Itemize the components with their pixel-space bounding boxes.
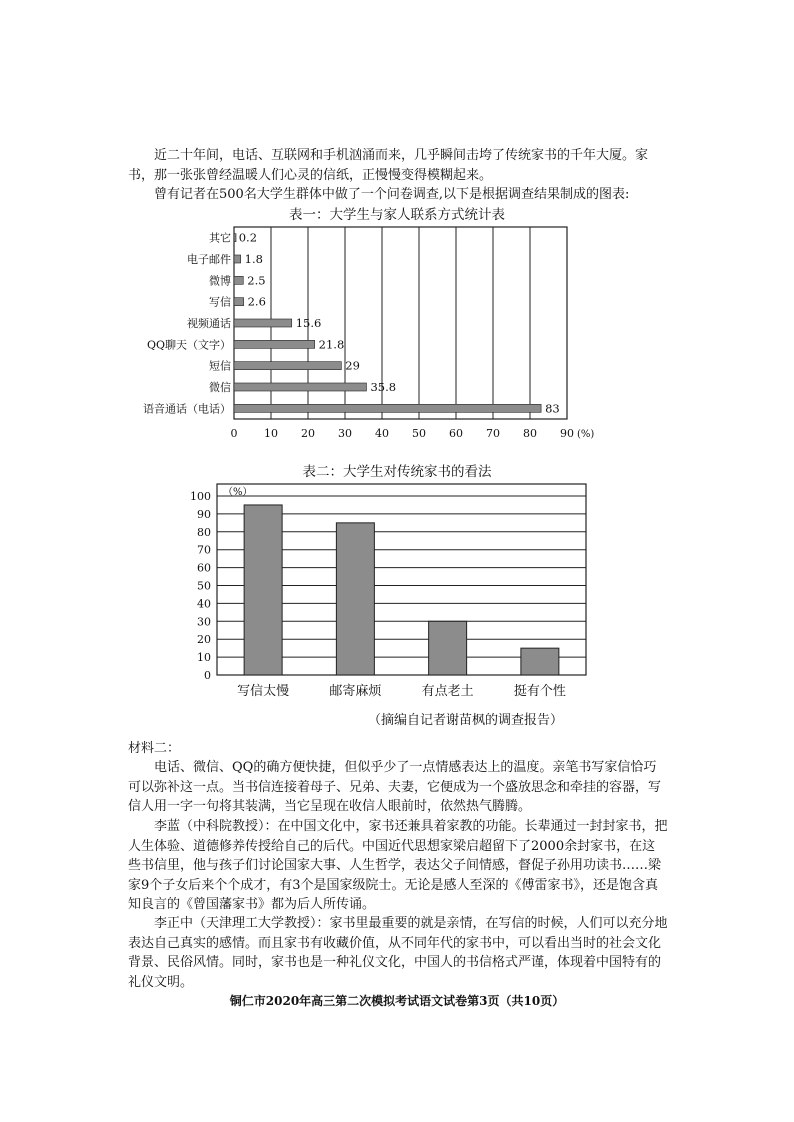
chart1-bar (234, 319, 292, 327)
intro-paragraph-1: 近二十年间，电话、互联网和手机汹涌而来，几乎瞬间击垮了传统家书的千年大厦。家书，那一张张曾经温暖人们心灵的信纸，正慢慢变得模糊起来。 (128, 148, 649, 183)
chart1-bar (234, 362, 341, 370)
chart1-category-label: 微信 (209, 381, 231, 394)
chart1-value-label: 2.5 (247, 273, 266, 288)
intro-paragraph-2: 曾有记者在500名大学生群体中做了一个问卷调查,以下是根据调查结果制成的图表: (154, 187, 630, 202)
chart1-bar (234, 298, 244, 306)
chart2-bar (521, 648, 559, 675)
chart2-bar (336, 523, 374, 675)
chart1-value-label: 1.8 (244, 252, 263, 266)
chart1-bar (234, 383, 366, 391)
chart1-category-label: 语音通话（电话） (143, 402, 231, 416)
chart1-x-tick-label: 30 (338, 427, 352, 440)
chart2-y-tick-label: 90 (197, 507, 211, 521)
chart1-x-tick-label: 0 (230, 427, 238, 440)
chart1-x-tick-label: 60 (449, 427, 463, 440)
chart1-value-label: 21.8 (318, 337, 345, 352)
chart1-value-label: 35.8 (370, 380, 397, 394)
chart1-x-tick-label: 50 (412, 427, 426, 440)
chart2-y-tick-label: 0 (204, 669, 211, 682)
chart2-bar (429, 621, 467, 675)
chart1-category-label: 其它 (209, 231, 231, 245)
chart1-value-label: 15.6 (295, 316, 322, 330)
chart2-category-label: 有点老土 (421, 684, 474, 699)
chart2-category-label: 挺有个性 (513, 684, 566, 699)
chart1-category-label: 微博 (209, 274, 231, 288)
chart1-value-label: 29 (345, 358, 360, 373)
chart2-category-label: 写信太慢 (237, 684, 290, 699)
chart2-y-tick-label: 10 (197, 651, 211, 665)
chart1-x-unit: (%) (577, 429, 595, 440)
chart2-views-on-letters (0, 478, 794, 728)
chart1-x-tick-label: 20 (301, 427, 315, 440)
chart1-bar (234, 234, 236, 242)
chart1-bar (234, 340, 315, 348)
chart1-title: 表一：大学生与家人联系方式统计表 (289, 207, 505, 223)
chart1-x-tick-label: 80 (523, 427, 537, 440)
chart2-y-tick-label: 20 (197, 633, 211, 647)
chart2-y-tick-label: 60 (197, 561, 211, 575)
page-footer: 铜仁市2020年高三第二次模拟考试语文试卷第3页（共10页） (229, 994, 565, 1008)
material2-paragraph-2: 李蓝（中科院教授）：在中国文化中，家书还兼具着家教的功能。长辈通过一封封家书，把人生体验、道德修养传授给自己的后代。中国近代思想家梁启超留下了2000余封家书，在这些书信里，他与孩子们讨论国家大事、人生哲学，表达父子间情感，督促子孙用功读书……梁家9个子女后来个个成才，有3个是国家级院士。无论是感人至深的《傅雷家书》，还是饱含真知良言的《曾国藩家书》都为后人所传诵。 (128, 819, 668, 912)
chart2-y-tick-label: 70 (197, 543, 211, 557)
chart2-title: 表二：大学生对传统家书的看法 (302, 464, 492, 480)
chart1-x-tick-label: 10 (264, 427, 278, 440)
material2-label: 材料二： (128, 741, 181, 756)
chart1-category-label: QQ聊天（文字） (146, 338, 231, 352)
chart1-value-label: 83 (545, 401, 560, 416)
chart1-x-tick-label: 70 (486, 427, 500, 440)
chart1-category-label: 写信 (209, 295, 231, 309)
chart2-y-tick-label: 80 (197, 525, 211, 539)
chart1-value-label: 2.6 (247, 294, 266, 309)
chart1-x-tick-label: 90 (560, 427, 574, 440)
chart2-y-unit: （%） (223, 487, 253, 498)
chart2-y-tick-label: 50 (197, 579, 211, 593)
chart1-category-label: 电子邮件 (187, 253, 231, 266)
chart1-bar (234, 276, 243, 284)
chart1-contact-methods (0, 222, 794, 462)
material2-paragraph-1: 电话、微信、QQ的确方便快捷，但似乎少了一点情感表达上的温度。亲笔书写家信恰巧可以弥补这一点。当书信连接着母子、兄弟、夫妻，它便成为一个盛放思念和牵挂的容器，写信人用一字一句将其装满，当它呈现在收信人眼前时，依然热气腾腾。 (128, 760, 662, 814)
material2-paragraph-3: 李正中（天津理工大学教授）：家书里最重要的就是亲情，在写信的时候，人们可以充分地表达自己真实的感情。而且家书有收藏价值，从不同年代的家书中，可以看出当时的社会文化背景、民俗风情。同时，家书也是一种礼仪文化，中国人的书信格式严谨，体现着中国特有的礼仪文明。 (128, 916, 668, 990)
chart2-source: （摘编自记者谢苗枫的调查报告） (368, 713, 564, 728)
chart2-y-tick-label: 40 (197, 597, 211, 611)
chart2-y-tick-label: 30 (197, 615, 211, 629)
chart1-category-label: 短信 (209, 359, 231, 373)
chart2-category-label: 邮寄麻烦 (329, 684, 382, 699)
chart1-bar (234, 255, 241, 263)
chart1-bar (234, 404, 541, 412)
chart2-y-tick-label: 100 (190, 490, 211, 503)
chart1-category-label: 视频通话 (187, 317, 231, 330)
chart1-x-tick-label: 40 (375, 427, 389, 440)
chart2-bar (244, 505, 282, 675)
chart1-value-label: 0.2 (238, 230, 258, 245)
